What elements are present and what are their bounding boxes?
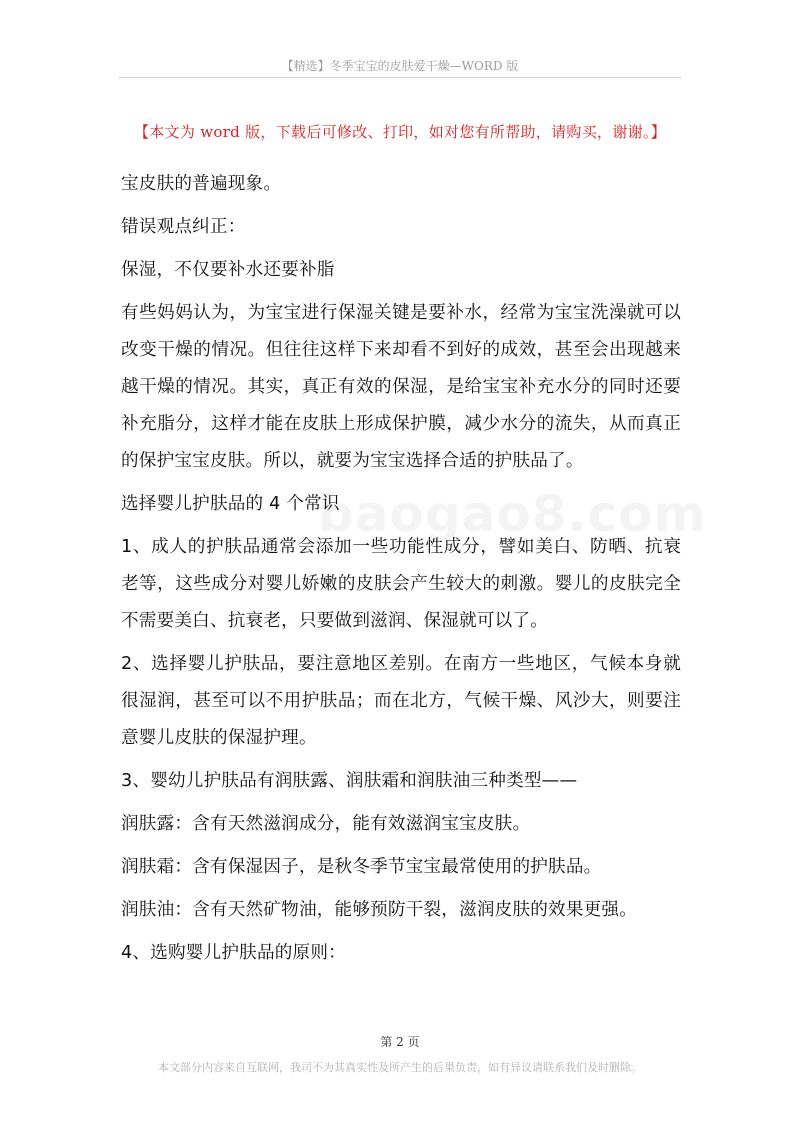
section-heading: 错误观点纠正： bbox=[121, 217, 246, 237]
definition-line: 润肤油：含有天然矿物油，能够预防干裂，滋润皮肤的效果更强。 bbox=[121, 900, 638, 920]
sub-heading: 保湿，不仅要补水还要补脂 bbox=[121, 260, 335, 280]
list-item: 1、成人的护肤品通常会添加一些功能性成分，譬如美白、防晒、抗衰老等，这些成分对婴儿娇嫩的皮肤会产生较大的刺激。婴儿的皮肤完全不需要美白、抗衰老，只要做到滋润、保湿就可以了。 bbox=[121, 537, 681, 631]
definition-line: 润肤露：含有天然滋润成分，能有效滋润宝宝皮肤。 bbox=[121, 814, 531, 834]
purchase-notice: 【本文为 word 版，下载后可修改、打印，如对您有所帮助，请购买，谢谢。】 bbox=[133, 123, 667, 141]
page-header: 【精选】冬季宝宝的皮肤爱干燥—WORD 版 bbox=[281, 59, 519, 73]
list-item: 2、选择婴儿护肤品，要注意地区差别。在南方一些地区，气候本身就很湿润，甚至可以不用护肤品；而在北方，气候干燥、风沙大，则要注意婴儿皮肤的保湿护理。 bbox=[121, 654, 681, 748]
list-item: 4、选购婴儿护肤品的原则： bbox=[121, 943, 346, 963]
paragraph: 宝皮肤的普遍现象。 bbox=[121, 174, 282, 194]
section-heading: 选择婴儿护肤品的 4 个常识 bbox=[121, 494, 340, 514]
paragraph: 有些妈妈认为，为宝宝进行保湿关键是要补水，经常为宝宝洗澡就可以改变干燥的情况。但往往这样下来却看不到好的成效，甚至会出现越来越干燥的情况。其实，真正有效的保湿，是给宝宝补充水分的同时还要补充脂分，这样才能在皮肤上形成保护膜，减少水分的流失，从而真正的保护宝宝皮肤。所以，就要为宝宝选择合适的护肤品了。 bbox=[121, 303, 681, 471]
footer-disclaimer: 本文部分内容来自互联网，我司不为其真实性及所产生的后果负责，如有异议请联系我们及时删除。 bbox=[158, 1061, 642, 1074]
header-divider bbox=[119, 77, 681, 78]
list-item: 3、婴幼儿护肤品有润肤露、润肤霜和润肤油三种类型—— bbox=[121, 771, 578, 791]
definition-line: 润肤霜：含有保湿因子，是秋冬季节宝宝最常使用的护肤品。 bbox=[121, 857, 602, 877]
document-body bbox=[121, 166, 681, 972]
page-number: 第 2 页 bbox=[380, 1035, 420, 1049]
